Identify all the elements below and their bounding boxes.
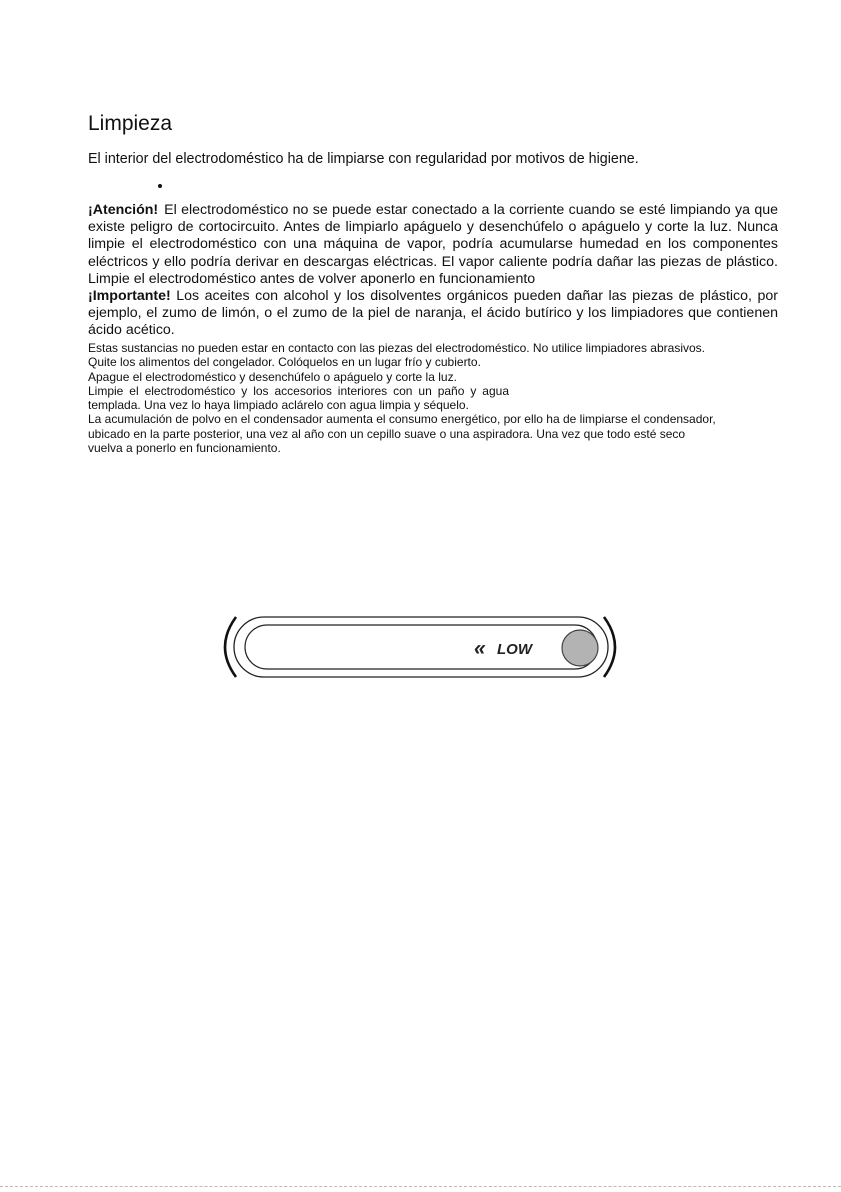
instruction-paragraph: La acumulación de polvo en el condensador aumenta el consumo energético, por ello ha de limpiarse el condensador, ubicado en la parte posterior, una vez al año con un cepillo suave o una aspiradora. Una vez que todo esté seco vuelva a ponerlo en funcionamiento.	[88, 412, 716, 456]
control-knob	[562, 630, 598, 666]
page-title: Limpieza	[88, 112, 173, 135]
instruction-paragraph: Estas sustancias no pueden estar en contacto con las piezas del electrodoméstico. No utilice limpiadores abrasivos.	[88, 341, 705, 355]
control-panel-illustration	[220, 614, 622, 685]
important-text: Los aceites con alcohol y los disolventes orgánicos pueden dañar las piezas de plástico, por ejemplo, el zumo de limón, o el zumo de la piel de naranja, el ácido butírico y los limpiadores que contienen ácido acético.	[88, 288, 778, 339]
low-arrow-icon: «	[474, 637, 486, 660]
instructions-block	[88, 341, 718, 455]
warning-block	[88, 202, 778, 340]
important-label: ¡Importante!	[88, 288, 171, 305]
intro-text: El interior del electrodoméstico ha de limpiarse con regularidad por motivos de higiene.	[88, 151, 639, 167]
instruction-paragraph: Quite los alimentos del congelador. Colóquelos en un lugar frío y cubierto.	[88, 355, 481, 370]
instruction-paragraph: Limpie el electrodoméstico y los accesorios interiores con un paño y agua templada. Una vez lo haya limpiado aclárelo con agua limpia y séquelo.	[88, 383, 509, 413]
panel-inner-frame	[245, 625, 597, 669]
right-bracket	[604, 617, 615, 677]
low-label: LOW	[497, 641, 532, 658]
attention-label: ¡Atención!	[88, 202, 159, 218]
attention-text: El electrodoméstico no se puede estar conectado a la corriente cuando se esté limpiando ya que existe peligro de cortocircuito. Antes de limpiarlo apáguelo y desenchúfelo o apáguelo y corte la luz. Nunca limpie el electrodoméstico con una máquina de vapor, podría acumularse humedad en los componentes eléctricos y ello podría derivar en descargas eléctricas. El vapor caliente podría dañar las piezas de plástico. Limpie el electrodoméstico antes de volver aponerlo en funcionamiento	[88, 202, 778, 287]
attention-paragraph	[88, 202, 778, 288]
panel-outer-frame	[234, 617, 608, 677]
bullet-dot	[158, 184, 162, 188]
important-paragraph	[88, 288, 778, 340]
bottom-rule	[0, 1186, 841, 1187]
instruction-paragraph: Apague el electrodoméstico y desenchúfelo o apáguelo y corte la luz.	[88, 369, 457, 384]
